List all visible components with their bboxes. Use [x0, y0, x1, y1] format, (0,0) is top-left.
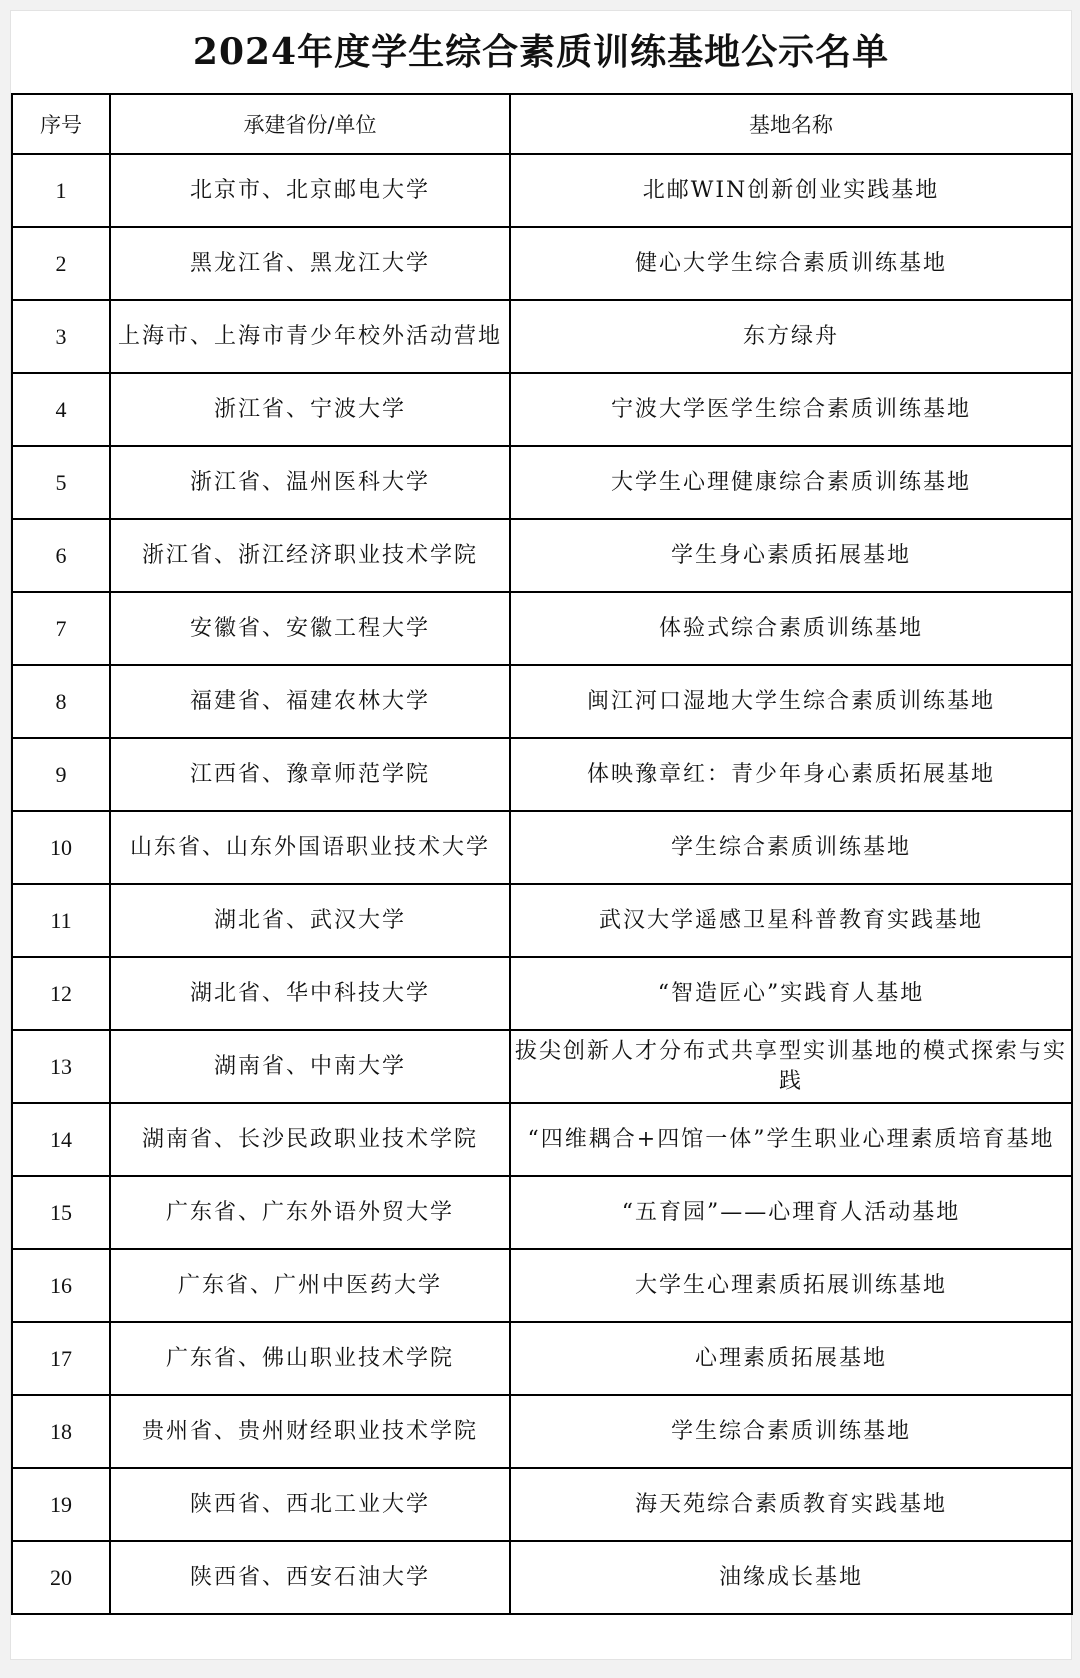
row-index-cell: 17 [12, 1322, 110, 1395]
row-unit-cell: 山东省、山东外国语职业技术大学 [110, 811, 510, 884]
row-index-cell: 13 [12, 1030, 110, 1103]
row-index-cell: 5 [12, 446, 110, 519]
row-unit-cell: 湖北省、武汉大学 [110, 884, 510, 957]
base-list-table [11, 93, 1073, 1615]
row-unit-cell: 陕西省、西北工业大学 [110, 1468, 510, 1541]
row-unit-cell: 广东省、广州中医药大学 [110, 1249, 510, 1322]
row-base-name-cell: 体映豫章红：青少年身心素质拓展基地 [510, 738, 1072, 811]
row-unit-cell: 安徽省、安徽工程大学 [110, 592, 510, 665]
table-row [12, 1322, 1072, 1395]
row-index-cell: 10 [12, 811, 110, 884]
row-unit-cell: 陕西省、西安石油大学 [110, 1541, 510, 1614]
row-base-name-cell: 大学生心理健康综合素质训练基地 [510, 446, 1072, 519]
row-index-cell: 14 [12, 1103, 110, 1176]
row-base-name-cell: 宁波大学医学生综合素质训练基地 [510, 373, 1072, 446]
row-unit-cell: 浙江省、温州医科大学 [110, 446, 510, 519]
row-base-name-cell: 拔尖创新人才分布式共享型实训基地的模式探索与实践 [510, 1030, 1072, 1103]
table-row [12, 154, 1072, 227]
row-base-name-cell: 海天苑综合素质教育实践基地 [510, 1468, 1072, 1541]
row-unit-cell: 福建省、福建农林大学 [110, 665, 510, 738]
table-row [12, 811, 1072, 884]
row-unit-cell: 浙江省、宁波大学 [110, 373, 510, 446]
row-unit-cell: 江西省、豫章师范学院 [110, 738, 510, 811]
row-unit-cell: 湖南省、长沙民政职业技术学院 [110, 1103, 510, 1176]
row-unit-cell: 广东省、佛山职业技术学院 [110, 1322, 510, 1395]
row-base-name-cell: 学生身心素质拓展基地 [510, 519, 1072, 592]
row-index-cell: 6 [12, 519, 110, 592]
table-row [12, 884, 1072, 957]
row-unit-cell: 浙江省、浙江经济职业技术学院 [110, 519, 510, 592]
row-base-name-cell: 体验式综合素质训练基地 [510, 592, 1072, 665]
column-header-index: 序号 [12, 94, 110, 154]
table-row [12, 227, 1072, 300]
table-row [12, 1468, 1072, 1541]
row-base-name-cell: 油缘成长基地 [510, 1541, 1072, 1614]
row-base-name-cell: “四维耦合+四馆一体”学生职业心理素质培育基地 [510, 1103, 1072, 1176]
table-row [12, 1541, 1072, 1614]
row-index-cell: 4 [12, 373, 110, 446]
row-base-name-cell: 大学生心理素质拓展训练基地 [510, 1249, 1072, 1322]
row-index-cell: 8 [12, 665, 110, 738]
table-row [12, 1249, 1072, 1322]
row-base-name-cell: “智造匠心”实践育人基地 [510, 957, 1072, 1030]
row-unit-cell: 黑龙江省、黑龙江大学 [110, 227, 510, 300]
row-base-name-cell: 健心大学生综合素质训练基地 [510, 227, 1072, 300]
table-header-row [12, 94, 1072, 154]
row-base-name-cell: 北邮WIN创新创业实践基地 [510, 154, 1072, 227]
row-base-name-cell: 学生综合素质训练基地 [510, 1395, 1072, 1468]
row-index-cell: 16 [12, 1249, 110, 1322]
row-index-cell: 20 [12, 1541, 110, 1614]
table-row [12, 446, 1072, 519]
row-index-cell: 12 [12, 957, 110, 1030]
row-index-cell: 15 [12, 1176, 110, 1249]
row-index-cell: 18 [12, 1395, 110, 1468]
table-row [12, 519, 1072, 592]
table-row [12, 1030, 1072, 1103]
row-base-name-cell: 东方绿舟 [510, 300, 1072, 373]
row-unit-cell: 上海市、上海市青少年校外活动营地 [110, 300, 510, 373]
row-index-cell: 1 [12, 154, 110, 227]
table-row [12, 738, 1072, 811]
table-row [12, 665, 1072, 738]
row-base-name-cell: 学生综合素质训练基地 [510, 811, 1072, 884]
table-row [12, 957, 1072, 1030]
row-index-cell: 7 [12, 592, 110, 665]
row-unit-cell: 广东省、广东外语外贸大学 [110, 1176, 510, 1249]
row-index-cell: 3 [12, 300, 110, 373]
row-base-name-cell: 武汉大学遥感卫星科普教育实践基地 [510, 884, 1072, 957]
row-unit-cell: 湖北省、华中科技大学 [110, 957, 510, 1030]
row-base-name-cell: “五育园”——心理育人活动基地 [510, 1176, 1072, 1249]
document-sheet [10, 10, 1072, 1660]
table-body [12, 154, 1072, 1614]
column-header-unit: 承建省份/单位 [110, 94, 510, 154]
table-row [12, 592, 1072, 665]
row-unit-cell: 贵州省、贵州财经职业技术学院 [110, 1395, 510, 1468]
row-base-name-cell: 闽江河口湿地大学生综合素质训练基地 [510, 665, 1072, 738]
table-row [12, 1103, 1072, 1176]
row-unit-cell: 北京市、北京邮电大学 [110, 154, 510, 227]
table-row [12, 1176, 1072, 1249]
table-row [12, 1395, 1072, 1468]
table-row [12, 373, 1072, 446]
row-index-cell: 11 [12, 884, 110, 957]
document-title: 2024年度学生综合素质训练基地公示名单 [192, 31, 890, 73]
row-index-cell: 19 [12, 1468, 110, 1541]
column-header-base: 基地名称 [510, 94, 1072, 154]
row-index-cell: 2 [12, 227, 110, 300]
table-row [12, 300, 1072, 373]
row-base-name-cell: 心理素质拓展基地 [510, 1322, 1072, 1395]
row-unit-cell: 湖南省、中南大学 [110, 1030, 510, 1103]
row-index-cell: 9 [12, 738, 110, 811]
